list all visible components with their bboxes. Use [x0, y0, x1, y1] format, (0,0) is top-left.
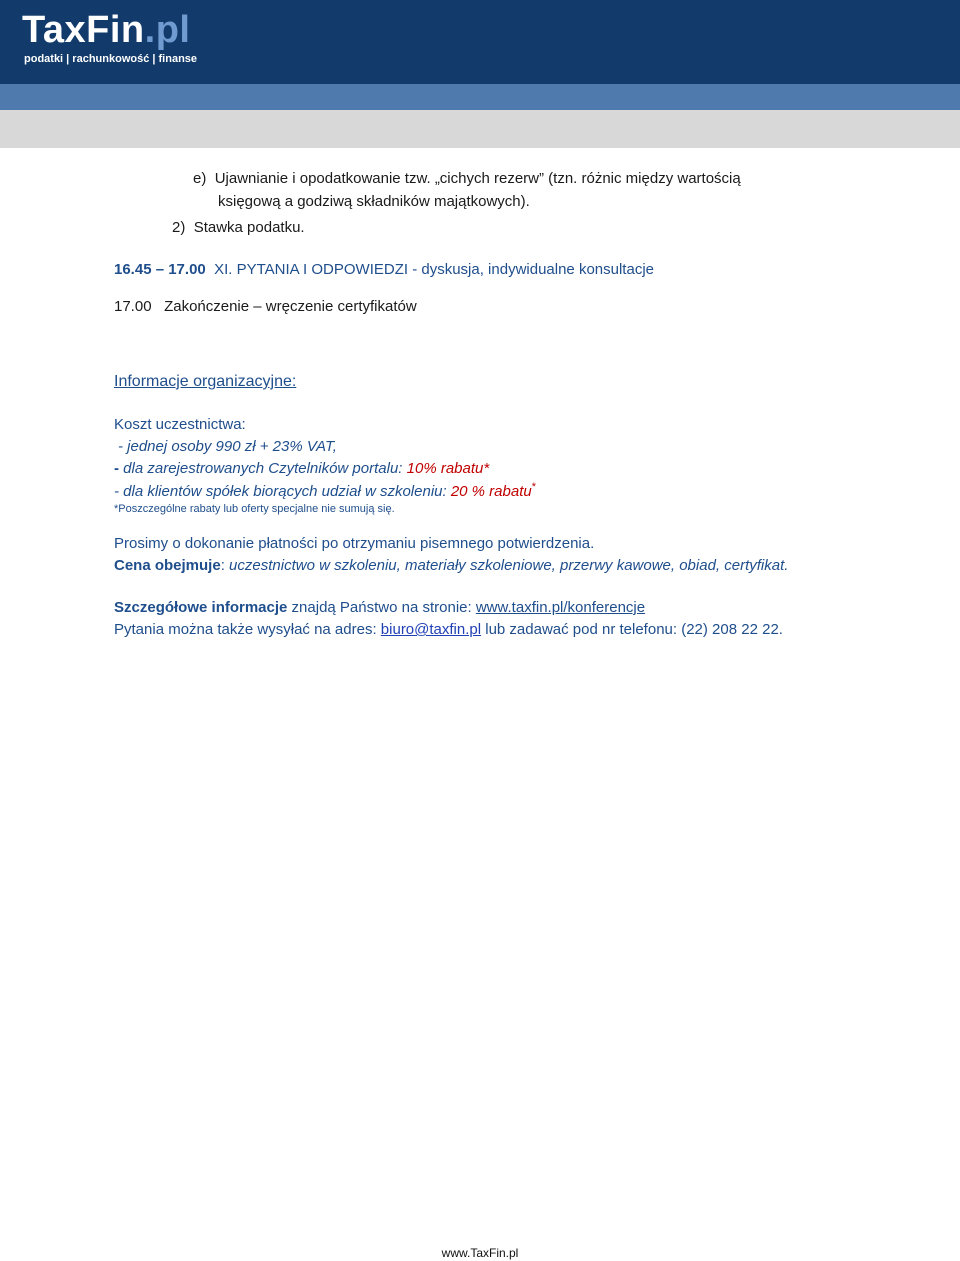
cost-label: Koszt uczestnictwa:	[114, 416, 246, 433]
agenda-item-e-continued: księgową a godziwą składników majątkowych).	[218, 193, 530, 210]
contact-info: Pytania można także wysyłać na adres: biuro@taxfin.pl lub zadawać pod nr telefonu: (22) 208 22 22.	[114, 621, 783, 638]
price-includes: Cena obejmuje: uczestnictwo w szkoleniu, materiały szkoleniowe, przerwy kawowe, obiad, certyfikat.	[114, 557, 789, 574]
cost-line-readers: - dla zarejestrowanych Czytelników portalu: 10% rabatu*	[114, 460, 490, 477]
org-info-heading: Informacje organizacyjne:	[114, 373, 297, 390]
payment-note: Prosimy o dokonanie płatności po otrzymaniu pisemnego potwierdzenia.	[114, 535, 595, 552]
session-xi: 16.45 – 17.00 XI. PYTANIA I ODPOWIEDZI - dyskusja, indywidualne konsultacje	[114, 261, 654, 278]
taxfin-logo[interactable]	[22, 8, 197, 66]
discount-note: *Poszczególne rabaty lub oferty specjalne nie sumują się.	[114, 503, 395, 515]
details-link[interactable]: www.taxfin.pl/konferencje	[475, 599, 646, 616]
agenda-item-e: e) Ujawnianie i opodatkowanie tzw. „cichych rezerw” (tzn. różnic między wartością	[193, 170, 741, 187]
cost-line-standard: - jednej osoby 990 zł + 23% VAT,	[118, 438, 337, 455]
header-accent-bar	[0, 84, 960, 110]
logo-tagline: podatki | rachunkowość | finanse	[24, 53, 198, 65]
footer-url: www.TaxFin.pl	[441, 1246, 519, 1260]
logo-wordmark: TaxFin.pl	[22, 9, 191, 51]
agenda-item-2: 2) Stawka podatku.	[172, 219, 305, 236]
details-info: Szczegółowe informacje znajdą Państwo na stronie: www.taxfin.pl/konferencje	[114, 599, 646, 616]
email-link[interactable]: biuro@taxfin.pl	[380, 621, 482, 638]
header-gray-bar	[0, 110, 960, 148]
cost-line-clients: - dla klientów spółek biorących udział w szkoleniu: 20 % rabatu*	[114, 481, 536, 500]
closing-session: 17.00 Zakończenie – wręczenie certyfikatów	[114, 298, 417, 315]
